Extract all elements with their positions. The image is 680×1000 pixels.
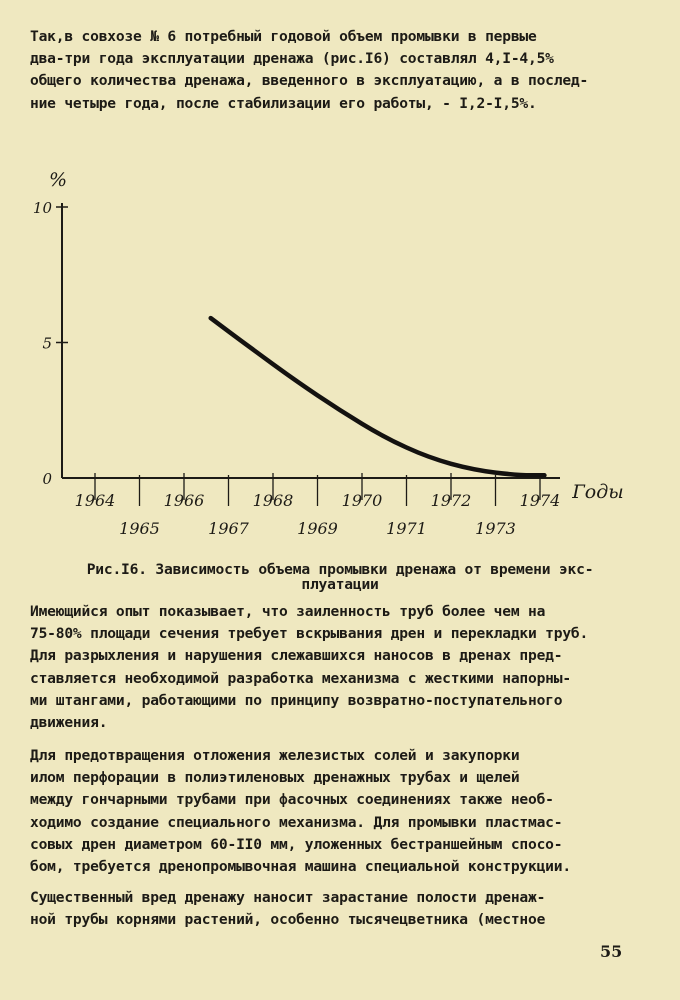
caption-line: плуатации xyxy=(301,576,379,593)
text-line: Для предотвращения отложения железистых солей и закупорки xyxy=(30,747,520,764)
text-line: 75-80% площади сечения требует вскрывания дрен и перекладки труб. xyxy=(30,625,589,643)
text-line: общего количества дренажа, введенного в эксплуатацию, а в послед- xyxy=(30,72,589,90)
x-tick-label: 1965 xyxy=(119,519,160,538)
x-tick-label: 1971 xyxy=(386,519,427,538)
chart-marks xyxy=(211,318,545,475)
text-line: Так,в совхозе № 6 потребный годовой объем промывки в первые xyxy=(30,28,537,45)
text-line: ной трубы корнями растений, особенно тысячецветника (местное xyxy=(30,911,546,929)
y-tick-label: 10 xyxy=(32,199,52,217)
x-tick-label: 1970 xyxy=(341,491,383,510)
text-line: Для разрыхления и нарушения слежавшихся наносов в дренах пред- xyxy=(30,647,563,665)
y-tick-label: 0 xyxy=(42,470,52,488)
chart-axes xyxy=(33,169,624,538)
x-tick-label: 1969 xyxy=(297,519,338,538)
x-tick-label: 1968 xyxy=(252,491,294,510)
text-line: бом, требуется дренопромывочная машина специальной конструкции. xyxy=(30,858,571,876)
body-paragraph-3 xyxy=(30,887,652,931)
text-line: ставляется необходимой разработка механизма с жесткими напорны- xyxy=(30,669,571,687)
text-line: совых дрен диаметром 60-II0 мм, уложенных бестраншейным спосо- xyxy=(30,835,563,853)
x-tick-label: 1967 xyxy=(208,519,249,538)
x-tick-label: 1973 xyxy=(475,519,516,538)
series-line xyxy=(211,318,545,475)
y-tick-label: 5 xyxy=(42,334,52,353)
x-axis-label: Годы xyxy=(572,481,624,503)
x-tick-label: 1966 xyxy=(163,491,205,510)
x-tick-label: 1972 xyxy=(430,491,472,510)
x-tick-label: 1974 xyxy=(519,491,561,510)
text-line: ми штангами, работающими по принципу возвратно-поступательного xyxy=(30,691,563,709)
x-tick-label: 1964 xyxy=(74,491,116,510)
text-line: илом перфорации в полиэтиленовых дренажных трубах и щелей xyxy=(30,769,520,787)
text-line: движения. xyxy=(30,714,108,732)
y-axis-label: % xyxy=(48,169,68,191)
text-line: ходимо создание специального механизма. Для промывки пластмас- xyxy=(30,813,563,831)
page-number: 55 xyxy=(600,942,623,961)
text-line: два-три года эксплуатации дренажа (рис.I6) составлял 4,I-4,5% xyxy=(30,50,554,68)
caption-line: Рис.I6. Зависимость объема промывки дренажа от времени экс- xyxy=(86,561,594,578)
body-paragraph-1 xyxy=(30,601,652,734)
text-line: ние четыре года, после стабилизации его работы, - I,2-I,5%. xyxy=(30,94,537,112)
text-line: между гончарными трубами при фасочных соединениях также необ- xyxy=(30,791,554,809)
figure-caption xyxy=(30,562,650,592)
body-paragraph-2 xyxy=(30,745,652,878)
text-line: Имеющийся опыт показывает, что заиленность труб более чем на xyxy=(30,603,546,620)
text-line: Существенный вред дренажу наносит зарастание полости дренаж- xyxy=(30,889,546,906)
